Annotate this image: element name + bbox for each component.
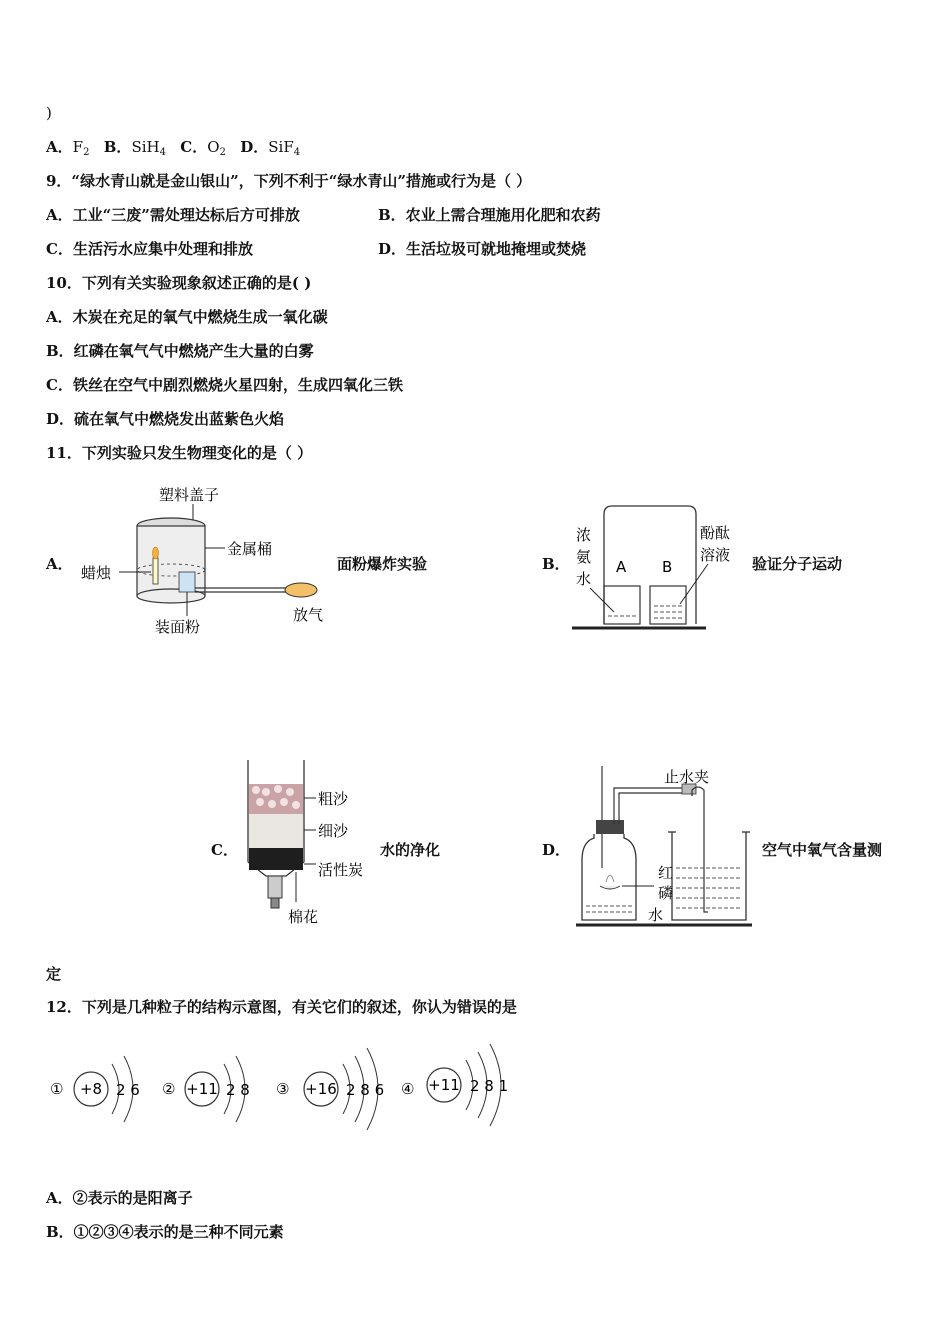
particle-3-index: ③: [276, 1080, 290, 1098]
q11-d-caption: 空气中氧气含量测: [762, 841, 883, 859]
particle-4-nucleus: +11: [428, 1076, 460, 1094]
q8-option-c[interactable]: C．$O_2$: [180, 138, 226, 158]
q11-c-letter[interactable]: C．: [211, 841, 238, 859]
label-water: 水: [648, 906, 664, 924]
particle-4-shells: 2 8 1: [470, 1077, 509, 1095]
flour-explosion-figure: [75, 480, 355, 640]
particle-1-shells: 2 6: [116, 1081, 140, 1099]
q12-stem: 12．下列是几种粒子的结构示意图，有关它们的叙述，你认为错误的是: [46, 998, 517, 1016]
label-plastic-lid: 塑料盖子: [159, 486, 220, 504]
label-conc-1: 浓: [576, 526, 592, 544]
q8-option-b[interactable]: B．SiH$_4$: [103, 138, 166, 158]
label-coarse-sand: 粗沙: [318, 790, 349, 808]
particle-2-index: ②: [162, 1080, 176, 1098]
particle-diagrams: [46, 1042, 526, 1137]
particle-2-nucleus: +11: [186, 1080, 218, 1098]
particle-3-nucleus: +16: [305, 1080, 337, 1098]
label-cotton: 棉花: [288, 908, 319, 926]
oxygen-content-figure: [574, 760, 759, 930]
particle-2-shells: 2 8: [226, 1081, 250, 1099]
label-conc-2: 氨: [576, 548, 592, 566]
particle-4-index: ④: [401, 1080, 415, 1098]
q8-option-a[interactable]: A．$F_2$: [46, 138, 90, 158]
particle-3-shells: 2 8 6: [346, 1081, 385, 1099]
q12-option-a[interactable]: A．②表示的是阳离子: [46, 1189, 193, 1207]
q11-stem: 11．下列实验只发生物理变化的是（ ）: [46, 444, 313, 462]
q10-stem: 10．下列有关实验现象叙述正确的是( ): [46, 274, 312, 292]
paren-close: ): [46, 104, 52, 122]
particle-1-nucleus: +8: [79, 1080, 103, 1098]
label-phenol-2: 溶液: [700, 546, 731, 564]
q11-a-letter[interactable]: A．: [46, 555, 73, 573]
q9-option-d[interactable]: D．生活垃圾可就地掩埋或焚烧: [378, 240, 587, 258]
q11-c-caption: 水的净化: [380, 841, 441, 859]
q11-b-letter[interactable]: B．: [542, 555, 570, 573]
label-conc-3: 水: [576, 570, 592, 588]
label-fine-sand: 细沙: [318, 822, 349, 840]
label-flour: 装面粉: [155, 618, 201, 636]
q9-stem: 9．“绿水青山就是金山银山”，下列不利于“绿水青山”措施或行为是（ ）: [46, 172, 532, 190]
label-clamp: 止水夹: [664, 768, 710, 786]
q11-d-letter[interactable]: D．: [542, 841, 571, 859]
label-air: 放气: [293, 606, 324, 624]
label-phenol-1: 酚酞: [700, 524, 731, 542]
q11-b-caption: 验证分子运动: [752, 555, 843, 573]
label-red-2: 磷: [658, 884, 674, 902]
q11-a-caption: 面粉爆炸实验: [337, 555, 428, 573]
q10-option-c[interactable]: C．铁丝在空气中剧烈燃烧火星四射，生成四氧化三铁: [46, 376, 403, 394]
label-beaker-b: B: [662, 558, 673, 576]
molecule-motion-figure: [568, 500, 748, 635]
label-beaker-a: A: [616, 558, 627, 576]
q10-option-a[interactable]: A．木炭在充足的氧气中燃烧生成一氧化碳: [46, 308, 328, 326]
q9-option-c[interactable]: C．生活污水应集中处理和排放: [46, 240, 253, 258]
q10-option-d[interactable]: D．硫在氧气中燃烧发出蓝紫色火焰: [46, 410, 285, 428]
q12-option-b[interactable]: B．①②③④表示的是三种不同元素: [46, 1223, 284, 1241]
q11-d-caption-cont: 定: [46, 965, 62, 983]
label-charcoal: 活性炭: [318, 861, 364, 879]
q9-option-b[interactable]: B．农业上需合理施用化肥和农药: [378, 206, 601, 224]
q9-option-a[interactable]: A．工业“三废”需处理达标后方可排放: [46, 206, 300, 224]
q8-options: [46, 137, 300, 163]
q8-option-d[interactable]: D．SiF$_4$: [240, 138, 301, 158]
label-red-1: 红: [658, 864, 674, 882]
q10-option-b[interactable]: B．红磷在氧气气中燃烧产生大量的白雾: [46, 342, 314, 360]
water-purification-figure: [238, 758, 388, 933]
particle-1-index: ①: [50, 1080, 64, 1098]
label-metal-bucket: 金属桶: [227, 540, 273, 558]
label-candle: 蜡烛: [81, 564, 112, 582]
